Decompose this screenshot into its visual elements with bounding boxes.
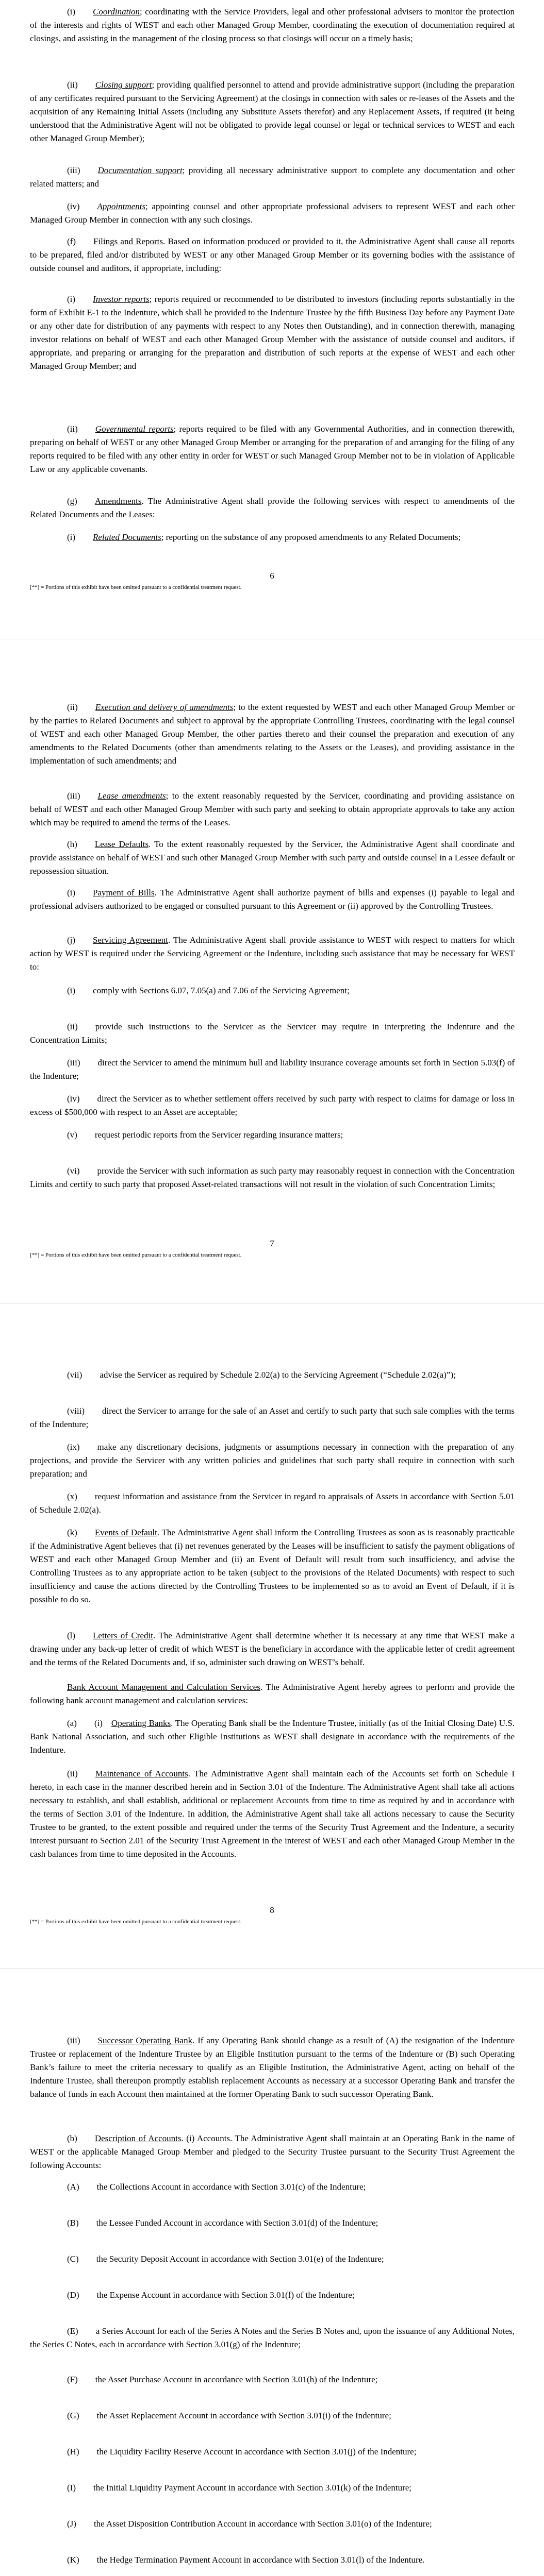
account-item-d: (D) the Expense Account in accordance with Section 3.01(f) of the Indenture; xyxy=(67,2290,355,2300)
confidential-footnote: [**] = Portions of this exhibit have been omitted pursuant to a confidential treatment request. xyxy=(30,1252,242,1258)
clause-appointments: (iv) Appointments; appointing counsel and other appropriate professional advisers to represent WEST and each other Managed Group Member in connection with any such closings. xyxy=(30,201,515,225)
clause-documentation-support: (iii) Documentation support; providing all necessary administrative support to complete any documentation and other related matters; and xyxy=(30,165,515,189)
servicing-item-i: (i) comply with Sections 6.07, 7.05(a) and 7.06 of the Servicing Agreement; xyxy=(67,986,350,995)
account-item-g: (G) the Asset Replacement Account in accordance with Section 3.01(i) of the Indenture; xyxy=(67,2411,391,2420)
servicing-item-vi: (vi) provide the Servicer with such information as such party may reasonably request in connection with the Concentration Limits and certify to such party that proposed Asset-related transactions will not result in the violation of such Concentration Limits; xyxy=(30,1166,515,1189)
account-item-f: (F) the Asset Purchase Account in accordance with Section 3.01(h) of the Indenture; xyxy=(67,2375,378,2384)
section-filings-reports: (f) Filings and Reports. Based on information produced or provided to it, the Administrative Agent shall cause all reports to be prepared, filed and/or distributed by WEST or any other Managed Group Member or its governing bodies with the assistance of outside counsel and auditors, if appropriate, including: xyxy=(30,236,515,273)
servicing-item-ix: (ix) make any discretionary decisions, judgments or assumptions necessary in connection with the preparation of any projections, and provide the Servicer with any written policies and guidelines that such party shall require in connection with such preparation; and xyxy=(30,1442,515,1479)
clause-governmental-reports: (ii) Governmental reports; reports required to be filed with any Governmental Authorities, and in connection therewith, preparing on behalf of WEST or any other Managed Group Member or arranging for the preparation of and arranging for the filing of any reports required to be filed with any other entity in order for WEST or such Managed Group Member not to be in violation of Applicable Law or any applicable covenants. xyxy=(30,424,515,474)
servicing-item-ii: (ii) provide such instructions to the Servicer as the Servicer may require in interpreting the Indenture and the Concentration Limits; xyxy=(30,1022,515,1045)
clause-coordination: (i) Coordination; coordinating with the Service Providers, legal and other professional advisers to monitor the protection of the interests and rights of WEST and each other Managed Group Member, coordinating the execution of documentation required at closings, and assisting in the management of the closing process so that closings will occur on a timely basis; xyxy=(30,7,515,43)
confidential-footnote: [**] = Portions of this exhibit have been omitted pursuant to a confidential treatment request. xyxy=(30,1919,242,1925)
clause-related-documents: (i) Related Documents; reporting on the substance of any proposed amendments to any Related Documents; xyxy=(67,532,461,542)
clause-successor-operating-bank: (iii) Successor Operating Bank. If any Operating Bank should change as a result of (A) the resignation of the Indenture Trustee or replacement of the Indenture Trustee by an Eligible Institution pursuant to the terms of the Indenture or (B) such Operating Bank’s failure to meet the criteria necessary to qualify as an Eligible Institution, the Administrative Agent, acting on behalf of the Indenture Trustee, shall thereupon promptly establish replacement Accounts as necessary at a successor Operating Bank and transfer the balance of funds in each Account then maintained at the former Operating Bank to such successor Operating Bank. xyxy=(30,2036,515,2099)
page-divider xyxy=(0,1303,544,1304)
servicing-item-iv: (iv) direct the Servicer as to whether settlement offers received by such party with respect to claims for damage or loss in excess of $500,000 with respect to an Asset are acceptable; xyxy=(30,1094,515,1117)
clause-maintenance-of-accounts: (ii) Maintenance of Accounts. The Administrative Agent shall maintain each of the Accounts set forth on Schedule I hereto, in each case in the manner described herein and in Section 3.01 of the Indenture. The Administrative Agent shall take all actions necessary to establish, and shall establish, additional or replacement Accounts from time to time as required by and in accordance with the terms of Section 3.01 of the Indenture. In addition, the Administrative Agent shall take all actions necessary to cause the Security Trustee to be granted, to the extent possible and required under the terms of the Security Trust Agreement and the Indenture, a security interest pursuant to Section 2.01 of the Security Trust Agreement in the interest of WEST and each other Managed Group Member in the cash balances from time to time deposited in the Accounts. xyxy=(30,1769,515,1859)
clause-closing-support: (ii) Closing support; providing qualified personnel to attend and provide administrative support (including the preparation of any certificates required pursuant to the Servicing Agreement) at the closings in connection with sales or re-leases of the Assets and the acquisition of any Remaining Initial Assets (including any Substitute Assets therefor) and any Replacement Assets, if required (it being understood that the Administrative Agent will not be obligated to provide legal counsel or legal or technical services to WEST and each other Managed Group Member); xyxy=(30,80,515,143)
section-lease-defaults: (h) Lease Defaults. To the extent reasonably requested by the Servicer, the Administrative Agent shall coordinate and provide assistance on behalf of WEST and such other Managed Group Member with such party and outside counsel in a Lessee default or repossession situation. xyxy=(30,839,515,876)
account-item-c: (C) the Security Deposit Account in accordance with Section 3.01(e) of the Indenture; xyxy=(67,2254,384,2264)
servicing-item-x: (x) request information and assistance from the Servicer in regard to appraisals of Assets in accordance with Section 5.01 of Schedule 2.02(a). xyxy=(30,1492,515,1515)
section-letters-of-credit: (l) Letters of Credit. The Administrative Agent shall determine whether it is necessary at any time that WEST make a drawing under any back-up letter of credit of which WEST is the beneficiary in accordance with the applicable letter of credit agreement and the terms of the Related Documents and, if so, administer such drawing on WEST’s behalf. xyxy=(30,1631,515,1667)
section-bank-account-management: Bank Account Management and Calculation Services. The Administrative Agent hereby agrees to perform and provide the following bank account management and calculation services: xyxy=(30,1682,515,1705)
page-number: 7 xyxy=(270,1239,274,1248)
confidential-footnote: [**] = Portions of this exhibit have been omitted pursuant to a confidential treatment request. xyxy=(30,584,242,590)
servicing-item-iii: (iii) direct the Servicer to amend the minimum hull and liability insurance coverage amounts set forth in Section 5.03(f) of the Indenture; xyxy=(30,1058,515,1081)
section-operating-banks: (a) (i) Operating Banks. The Operating Bank shall be the Indenture Trustee, initially (as of the Initial Closing Date) U.S. Bank National Association, and such other Eligible Institutions as WEST shall designate in accordance with the requirements of the Indenture. xyxy=(30,1718,515,1755)
section-servicing-agreement: (j) Servicing Agreement. The Administrative Agent shall provide assistance to WEST with respect to matters for which action by WEST is required under the Servicing Agreement or the Indenture, including such assistance that may be necessary for WEST to: xyxy=(30,935,515,972)
account-item-b: (B) the Lessee Funded Account in accordance with Section 3.01(d) of the Indenture; xyxy=(67,2218,378,2228)
account-item-j: (J) the Asset Disposition Contribution Account in accordance with Section 3.01(o) of the Indenture; xyxy=(67,2519,432,2529)
clause-lease-amendments: (iii) Lease amendments; to the extent reasonably requested by the Servicer, coordinating and providing assistance on behalf of WEST and each other Managed Group Member with such party and seeking to obtain appropriate approvals to take any action which may be required to amend the terms of the Leases. xyxy=(30,791,515,827)
servicing-item-viii: (viii) direct the Servicer to arrange for the sale of an Asset and certify to such party that such sale complies with the terms of the Indenture; xyxy=(30,1406,515,1429)
section-events-of-default: (k) Events of Default. The Administrative Agent shall inform the Controlling Trustees as soon as is reasonably practicable if the Administrative Agent believes that (i) net revenues generated by the Leases will be insufficient to satisfy the payment obligations of WEST and each other Managed Group Member and (ii) an Event of Default will result from such insufficiency, and advise the Controlling Trustees as to any appropriate action to be taken (subject to the provisions of the Related Documents) with respect to such insufficiency and cause the actions directed by the Controlling Trustees to be implemented so as to avoid an Event of Default, if it is possible to do so. xyxy=(30,1528,515,1604)
section-payment-of-bills: (i) Payment of Bills. The Administrative Agent shall authorize payment of bills and expenses (i) payable to legal and professional advisers authorized to be engaged or consulted pursuant to this Agreement or (ii) approved by the Controlling Trustees. xyxy=(30,888,515,911)
section-description-of-accounts: (b) Description of Accounts. (i) Accounts. The Administrative Agent shall maintain at an Operating Bank in the name of WEST or the applicable Managed Group Member and pledged to the Security Trustee pursuant to the Security Trust Agreement the following Accounts: xyxy=(30,2133,515,2170)
page-number: 8 xyxy=(270,1905,274,1915)
account-item-k: (K) the Hedge Termination Payment Account in accordance with Section 3.01(l) of the Indenture. xyxy=(67,2555,425,2565)
section-amendments: (g) Amendments. The Administrative Agent shall provide the following services with respect to amendments of the Related Documents and the Leases: xyxy=(30,496,515,519)
servicing-item-v: (v) request periodic reports from the Servicer regarding insurance matters; xyxy=(67,1130,343,1140)
account-item-e: (E) a Series Account for each of the Series A Notes and the Series B Notes and, upon the issuance of any Additional Notes, the Series C Notes, each in accordance with Section 3.01(g) of the Indenture; xyxy=(30,2326,515,2349)
servicing-item-vii: (vii) advise the Servicer as required by Schedule 2.02(a) to the Servicing Agreement (“Schedule 2.02(a)”); xyxy=(67,1370,456,1380)
clause-execution-amendments: (ii) Execution and delivery of amendments; to the extent requested by WEST and each other Managed Group Member or by the parties to Related Documents and subject to approval by the appropriate Controlling Trustees, coordinating with the legal counsel of WEST and each other Managed Group Member, the other parties thereto and their counsel the preparation and execution of any amendments to the Related Documents (other than amendments relating to the Assets or the Leases), and providing assistance in the implementation of such amendments; and xyxy=(30,702,515,766)
clause-investor-reports: (i) Investor reports; reports required or recommended to be distributed to investors (including reports substantially in the form of Exhibit E-1 to the Indenture, which shall be provided to the Indenture Trustee by the fifth Business Day before any Payment Date or any other date for distribution of any payments with respect to any Notes then Outstanding), and in connection therewith, managing investor relations on behalf of WEST and each other Managed Group Member with the assistance of outside counsel and auditors, if appropriate, and preparing or arranging for the preparation and distribution of such reports at the expense of WEST and each other Managed Group Member; and xyxy=(30,294,515,371)
page-number: 6 xyxy=(270,571,274,581)
account-item-a: (A) the Collections Account in accordance with Section 3.01(c) of the Indenture; xyxy=(67,2182,366,2192)
account-item-i: (I) the Initial Liquidity Payment Account in accordance with Section 3.01(k) of the Indenture; xyxy=(67,2483,412,2493)
account-item-h: (H) the Liquidity Facility Reserve Account in accordance with Section 3.01(j) of the Indenture; xyxy=(67,2447,417,2456)
page-divider xyxy=(0,1968,544,1969)
